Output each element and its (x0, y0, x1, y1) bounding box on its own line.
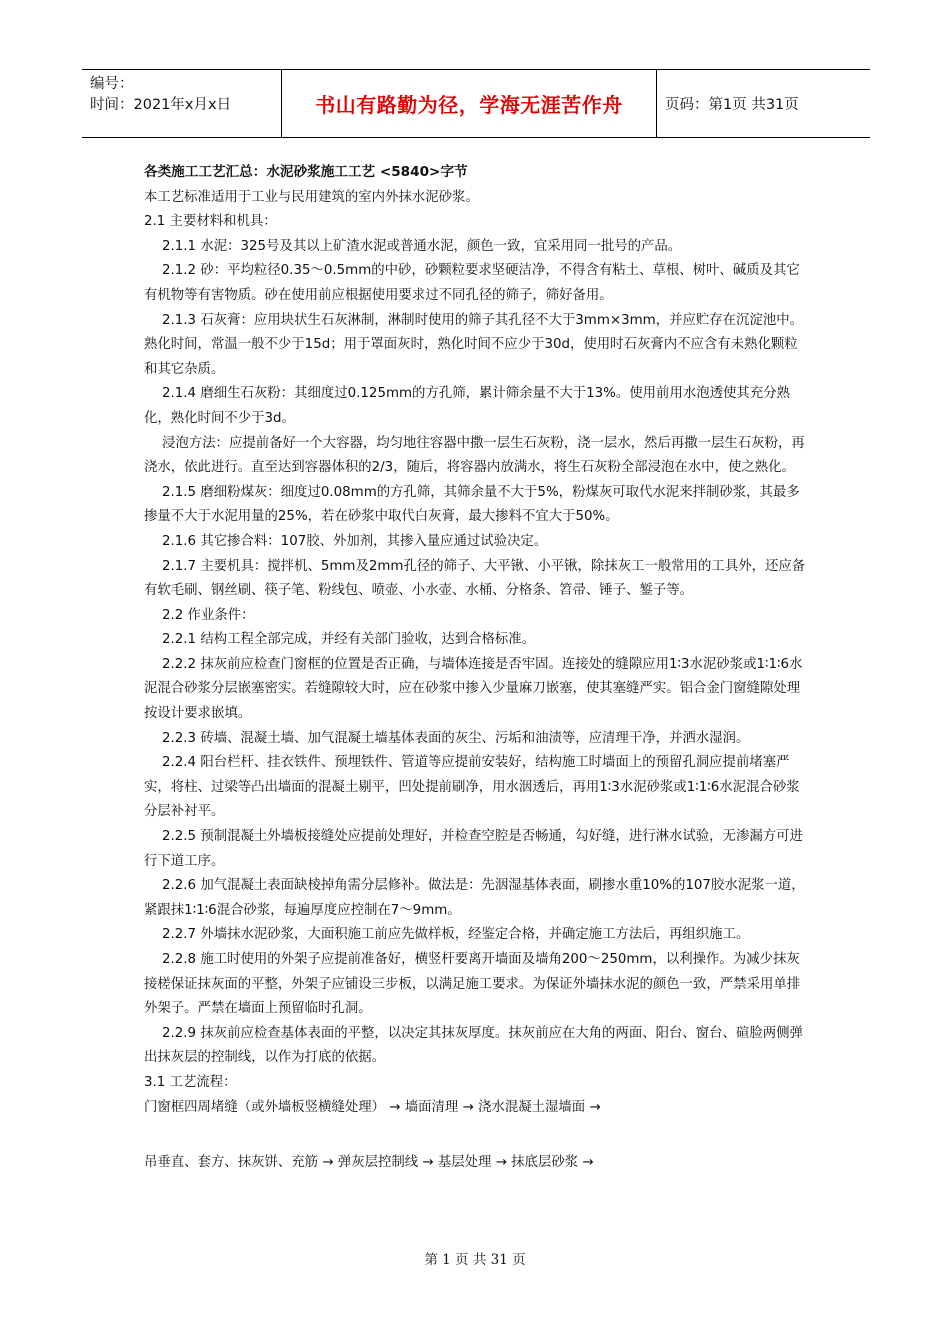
paragraph: 2.2.1 结构工程全部完成，并经有关部门验收，达到合格标准。 (162, 632, 536, 648)
paragraph: 2.1.4 磨细生石灰粉：其细度过0.125mm的方孔筛，累计筛余量不大于13%。使用前用水泡透使其充分熟化，熟化时间不少于3d。 (144, 386, 790, 426)
section-heading: 2.2 作业条件： (162, 607, 255, 623)
header-meta (82, 70, 282, 137)
paragraph: 2.2.8 施工时使用的外架子应提前准备好，横竖杆要离开墙面及墙角200～250mm，以利操作。为减少抹灰接槎保证抹灰面的平整，外架子应铺设三步板，以满足施工要求。为保证外墙抹水泥的颜色一致，严禁采用单排外架子。严禁在墙面上预留临时孔洞。 (144, 952, 801, 1017)
paragraph: 2.1.7 主要机具：搅拌机、5mm及2mm孔径的筛子、大平锹、小平锹，除抹灰工一般常用的工具外，还应备有软毛刷、钢丝刷、筷子笔、粉线包、喷壶、小水壶、水桶、分格条、笤帚、锤子、錾子等。 (144, 558, 806, 599)
process-flow-line: 吊垂直、套方、抹灰饼、充筋 → 弹灰层控制线 → 基层处理 → 抹底层砂浆 → (144, 1155, 594, 1171)
spacer (144, 1120, 809, 1151)
paragraph: 2.2.6 加气混凝土表面缺棱掉角需分层修补。做法是：先洇湿基体表面，刷掺水重10%的107胶水泥浆一道，紧跟抹1∶1∶6混合砂浆，每遍厚度应控制在7～9mm。 (144, 878, 805, 918)
paragraph: 2.2.3 砖墙、混凝土墙、加气混凝土墙基体表面的灰尘、污垢和油渍等，应清理干净，并洒水湿润。 (162, 730, 750, 746)
paragraph: 2.2.4 阳台栏杆、挂衣铁件、预埋铁件、管道等应提前安装好，结构施工时墙面上的预留孔洞应提前堵塞严实，将柱、过梁等凸出墙面的混凝土剔平，凹处提前刷净，用水洇透后，再用1∶3水泥砂浆或1∶1∶6水泥混合砂浆分层补衬平。 (144, 755, 800, 820)
paragraph: 2.1.5 磨细粉煤灰：细度过0.08mm的方孔筛，其筛余量不大于5%，粉煤灰可取代水泥来拌制砂浆，其最多掺量不大于水泥用量的25%，若在砂浆中取代白灰膏，最大掺料不宜大于50%。 (144, 484, 800, 525)
document-title: 各类施工工艺汇总：水泥砂浆施工工艺 <5840>字节 (144, 164, 468, 180)
document-date-label: 时间：2021年x月x日 (90, 97, 232, 113)
paragraph-intro: 本工艺标准适用于工业与民用建筑的室内外抹水泥砂浆。 (144, 189, 479, 205)
paragraph: 2.1.1 水泥：325号及其以上矿渣水泥或普通水泥，颜色一致，宜采用同一批号的产品。 (162, 238, 682, 254)
process-flow-line: 门窗框四周堵缝（或外墙板竖横缝处理） → 墙面清理 → 浇水混凝土湿墙面 → (144, 1099, 601, 1115)
document-number-label: 编号： (90, 76, 134, 92)
section-heading: 2.1 主要材料和机具： (144, 214, 277, 230)
paragraph: 2.1.6 其它掺合料：107胶、外加剂，其掺入量应通过试验决定。 (162, 533, 548, 549)
paragraph: 2.2.9 抹灰前应检查基体表面的平整，以决定其抹灰厚度。抹灰前应在大角的两面、阳台、窗台、碹脸两侧弹出抹灰层的控制线，以作为打底的依据。 (144, 1025, 803, 1066)
page-header (82, 69, 870, 138)
page-footer: 第 1 页 共 31 页 (424, 1252, 526, 1268)
paragraph: 浸泡方法：应提前备好一个大容器，均匀地往容器中撒一层生石灰粉，浇一层水，然后再撒一层生石灰粉，再浇水，依此进行。直至达到容器体积的2/3，随后，将容器内放满水，将生石灰粉全部浸泡在水中，使之熟化。 (144, 435, 805, 476)
document-body (144, 160, 809, 1176)
paragraph: 2.2.5 预制混凝土外墙板接缝处应提前处理好，并检查空腔是否畅通，勾好缝，进行淋水试验，无渗漏方可进行下道工序。 (144, 829, 803, 869)
paragraph: 2.1.2 砂：平均粒径0.35～0.5mm的中砂，砂颗粒要求坚硬洁净，不得含有粘土、草根、树叶、碱质及其它有机物等有害物质。砂在使用前应根据使用要求过不同孔径的筛子，筛好备用。 (144, 263, 800, 303)
paragraph: 2.2.2 抹灰前应检查门窗框的位置是否正确，与墙体连接是否牢固。连接处的缝隙应用1∶3水泥砂浆或1∶1∶6水泥混合砂浆分层嵌塞密实。若缝隙较大时，应在砂浆中掺入少量麻刀嵌塞，使其塞缝严实。铝合金门窗缝隙处理按设计要求嵌填。 (144, 656, 803, 722)
header-motto: 书山有路勤为径，学海无涯苦作舟 (282, 70, 657, 137)
section-heading: 3.1 工艺流程： (144, 1074, 237, 1090)
header-page-info: 页码：第1页 共31页 (665, 97, 799, 113)
paragraph: 2.2.7 外墙抹水泥砂浆，大面积施工前应先做样板，经鉴定合格，并确定施工方法后，再组织施工。 (162, 927, 750, 943)
paragraph: 2.1.3 石灰膏：应用块状生石灰淋制，淋制时使用的筛子其孔径不大于3mm×3mm，并应贮存在沉淀池中。熟化时间，常温一般不少于15d；用于罩面灰时，熟化时间不应少于30d，使用时石灰膏内不应含有未熟化颗粒和其它杂质。 (144, 312, 803, 377)
